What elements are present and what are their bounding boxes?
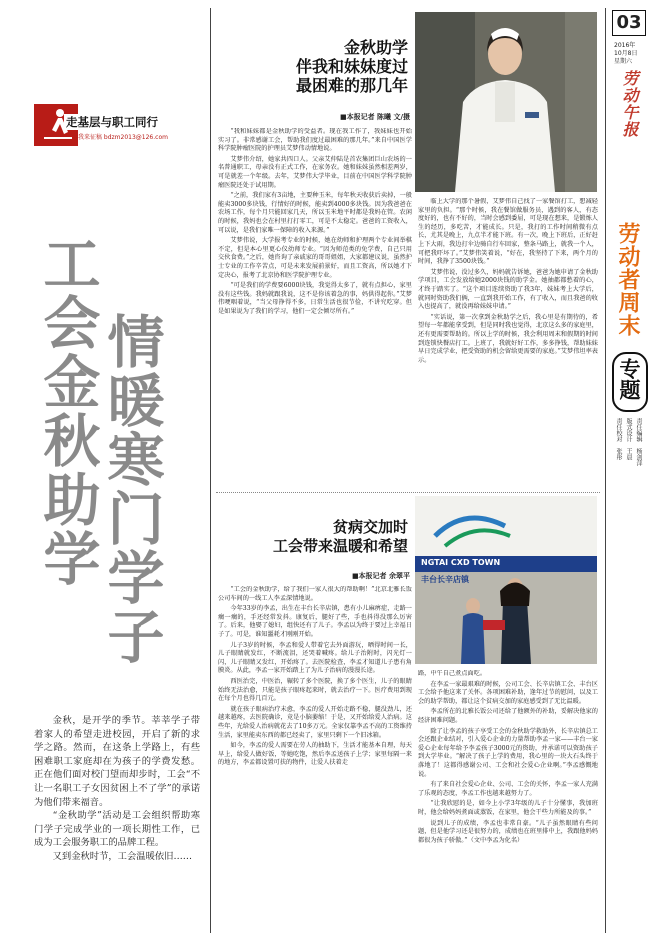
article-divider	[216, 492, 600, 493]
article2-paragraph: 今年33岁的李孟，出生在丰台长辛店镇，患有小儿麻痹症，走路一瘸一瘸的，手还经常发抖。康复后，腿好了些，手也抖得没那么厉害了。后来，他娶了媳妇，组快还有了儿子。李孟以为终于要过上幸福日子了。可是，谁知噩耗才刚刚开始。	[218, 605, 412, 638]
photo2-banner-cn: 丰台长辛店镇	[421, 575, 469, 584]
article2-byline: ■本报记者 余翠平	[351, 572, 410, 580]
handover-photo	[415, 496, 597, 664]
credit-line	[624, 418, 633, 460]
article2-paragraph: “让我欣慰的是，如今上小学3年级的儿子十分懂事，我加班时，他会给妈妈煮面或蒸饭，在家里，他会干些力所能及的事。”	[418, 800, 598, 816]
nurse-figure-icon	[415, 12, 597, 192]
article2-col2	[418, 670, 598, 936]
nurse-photo	[415, 12, 597, 192]
date-day: 10月8日	[614, 50, 638, 57]
photo2-banner-text: NGTAI CXD TOWN	[421, 558, 501, 567]
article2-paragraph: 说到儿子的成绩，李孟也非常自豪。“儿子虽然眼睛有些问题，但是他学习还是很努力的，成绩也在班里排中上，我跟他妈妈都很为孩子骄傲。”（文中李孟为化名）	[418, 819, 598, 844]
section-title: 劳动者周末	[615, 222, 640, 337]
article1-title-line: 伴我和妹妹度过	[295, 57, 408, 76]
article1-title	[218, 38, 408, 95]
article2-paragraph: 除了让李孟的孩子享受工会的金秋助学救助外，长辛店镇总工会还跟企业结对，引入爱心企业的力量帮助李孟一家——丰台一家爱心企业每年给予李孟孩子3000元的资助，并承诺可以资助孩子到大学毕业。“解决了孩子上学的费用，我心里的一块大石头终于落地了！这都得感谢公司、工会和社会爱心企业啊。”李孟感慨地说。	[418, 727, 598, 778]
article1-paragraph: “我和妹妹都是金秋助学的受益者。现在我工作了，我妹妹也开始实习了。非常感谢工会，帮助我们度过最困难的那几年。”来自中国医学科学院肿瘤医院的护理员艾梦伟动情地说。	[218, 128, 412, 153]
masthead-divider	[605, 8, 606, 933]
date-year: 2016年	[614, 42, 636, 49]
banner-title: 走基层与职工同行	[66, 115, 158, 129]
article1-paragraph: “可是我们的学费要6000块钱，我觉得太多了，就有点担心，家里没有这些钱。我妈就跟我说，这不是你该着急的事，妈供得起你。”艾梦伟哽咽着说，“当父母挣得不多，日常生活也很节俭，不讲究吃穿。但是如果说为了我们的学习，他们一定会倾尽所有。”	[218, 282, 412, 315]
headline-vertical-2: 工会金秋助学	[34, 234, 100, 588]
article2-paragraph: 在李孟一家最艰难的时候，公司工会、长辛店镇工会、丰台区工会给予他这来了关怀。各项困难补助，逢年过节的慰问，以及工会的助学帮助，都让这个贫病交加的家庭感受到了无比温暖。	[418, 680, 598, 705]
article2-paragraph: 儿子3岁的时候，李孟和爱人带着它去外面游玩，晒得时间一长，儿子眼睛就发红，不断流泪，还哭着喊疼。给儿子治附时，闪光灯一闪，儿子眼睛又发红，开始疼了。去医院检查，李孟才知道儿子患有角膜炎。从此，李孟一家开始踏上了为儿子治病的漫漫长途。	[218, 641, 412, 675]
credit-line	[614, 418, 623, 460]
article2-paragraph: “工会的金秋助学，给了我们一家人很大的帮助啊！”北京北雅长饭公司车间的一线工人李孟深情地说。	[218, 586, 412, 602]
column-divider	[210, 8, 211, 933]
credit-line	[634, 418, 643, 466]
weekday: 星期六	[614, 58, 633, 65]
credit-name: 杨剑萍	[635, 447, 642, 466]
article2-paragraph: 路，中午自己煮点面吃。	[418, 670, 487, 677]
intro-text	[34, 714, 200, 864]
credit-name: 张彤	[615, 447, 622, 460]
article1-paragraph: 艾梦伟说，没过多久，妈妈就告诉她，爸爸为她申请了金秋助学项目，工会发放给她2000块钱的助学金。她抽都都愁着的心，才终于踏实了。“这个项目连续资助了我3年，妹妹考上大学后，就同时资助我们俩，一直到我开始工作，有了收入，而且我爸的收入也提高了，就没再给妹妹申请。”	[418, 268, 598, 311]
article2-title-line: 工会带来温暖和希望	[272, 537, 408, 555]
article2-title-line: 贫病交加时	[332, 518, 408, 536]
headline-vertical-1: 情暖寒门学子	[98, 312, 164, 666]
article1-paragraph: 艾梦伟介绍，她家共四口人。父亲艾仲陆是首农集团巨山农场的一名普通职工，母亲没有正式工作，在家务农。她和妹妹虽然相差两岁，可是就差一个年级。去年，艾梦伟大学毕业，目前在中国医学科学院肿瘤医院还处于试用期。	[218, 155, 412, 189]
article1-byline: ■本报记者 陈曦 文/摄	[339, 113, 410, 121]
intro-paragraph: 金秋，是开学的季节。莘莘学子带着家人的希望走进校园，开启了新的求学之路。然而，在这条上学路上，有些困难职工家庭却在为孩子的学费发愁。正在他们面对校门望而却步时，工会“不让一名职工子女因贫困上不了学”的承诺为他们带来福音。	[34, 715, 200, 808]
article2-paragraph: 如今，李孟的爱人需要在劳人的抽助下，生活才能基本自理，每天早上，给爱人做好饭，等她吃饱，然后李孟送孩子上学；家里每隔一来的地方，李孟都设置可扶的物件，让爱人扶着走	[218, 742, 412, 767]
article2-paragraph: 西医治完，中医治，辗转了多个医院，换了多个医生，儿子的眼睛始终无法治愈，只能是孩子眼疼起来时，就去治疗一下。医疗费用到现在每个月也得几百元。	[218, 677, 412, 703]
credit-label: 责任校对	[615, 418, 622, 442]
intro-paragraph: “金秋助学”活动是工会组织帮助寒门学子完成学业的一项长期性工作，已成为工会服务职工的品牌工程。	[34, 810, 200, 849]
credit-name: 王晨	[625, 447, 632, 460]
credit-label: 责任编辑	[635, 418, 642, 442]
credit-label: 版式设计	[625, 418, 632, 442]
page-number: 03	[612, 10, 646, 36]
editor-credits	[610, 418, 646, 518]
article1-title-line: 金秋助学	[343, 38, 408, 57]
article2-paragraph: 李孟所在的北雅长饭公司还给了他额外的补助，妥解决他家的经济困难问题。	[418, 708, 598, 724]
article2-paragraph: 有了来自社会爱心企业、公司、工会的关怀，李孟一家人充满了乐观的态度，李孟工作也越来越努力了。	[418, 781, 598, 797]
article1-col2	[418, 198, 598, 488]
article2-col1	[218, 586, 412, 936]
banner-subtitle: 我来征稿 bdzm2013@126.com	[78, 134, 168, 141]
section-tag-box	[612, 352, 648, 412]
article1-paragraph: “实话说，第一次拿到金秋助学之后，我心里是有期待的，希望每一年都能拿受到，但是同时我也觉得，北京这么多的家庭里，还有更需要帮助的。所以上学的时候，我会利用周末和假期的时间到连锁快餐店打工。上班了，我就好好工作，多多挣钱，帮助妹妹早日完成学业，把受资助的机会留给更需要的家庭。”艾梦伟坦率表示。	[418, 313, 598, 364]
paper-name-logo: 劳动午报	[620, 70, 639, 138]
article1-paragraph: 艾梦伟说，大学报考专业的时候，她在幼师和护理两个专业间举棋不定，但是本心里更心仪幼师专业。“因为师范类的免学费，自己只用交伙食费。”之后，她咨询了亲戚家的哥哥姐姐，大家都建议说，虽然护士专业的工作辛苦点，可是未来发展前景好，而且工资高，所以她才下定决心，报考了北京协和医学院护理专业。	[218, 237, 412, 279]
section-tag: 专题	[617, 358, 641, 400]
article2-paragraph: 就在孩子眼病治疗未愈，李孟的爱人开始走路不稳，腿没劲儿，还越来越疼，去医院确诊，竟是小脑萎缩！于是，又开始给爱人治病。这些年，光给爱人治病就花去了10多万元。全家仅靠李孟不高的工资维持生活，家里能卖东西的都已经卖了，家里只剩下一个旧冰箱。	[218, 705, 412, 739]
intro-paragraph: 又到金秋时节，工会温暖依旧……	[52, 850, 193, 862]
article1-title-line: 最困难的那几年	[295, 76, 408, 95]
article2-title	[218, 518, 408, 556]
article1-paragraph: “之前，我们家有3亩地，主要种玉米，每年秋天收获后卖掉，一般能卖3000多块钱，行情好的时候，能卖到4000多块钱。因为我爸爸在农场工作，每个月只能回家几天，所以玉米地平时都是我妈在管。农闲的时候，我妈也会在村里打打零工，可是不太稳定。爸爸的工资收入，可以说，是我们家唯一保障的收入来源。”	[218, 192, 412, 234]
banner	[34, 104, 168, 146]
article1-paragraph: 临上大学的那个暑假，艾梦伟自己找了一家餐馆打工，想减轻家里的负担。“那个时候，我在餐馆做服务员，遇到的客人，有态度好的，也有不好的，当时会感到委屈，可是现在想来，是锻炼人生的经历，多吃苦，才能成长。只是，我打的工作时间稍微有点长，尤其是晚上，九点半才能下班。有一次，晚上下班后，正好赶上下大雨，我边打伞边骑自行车回家，整条马路上，就我一个人，可把我吓坏了。”艾梦伟笑着说，“好在，我坚持了下来，两个月的时间，我挣了3500块钱。”	[418, 198, 598, 266]
article1-col1	[218, 128, 412, 488]
